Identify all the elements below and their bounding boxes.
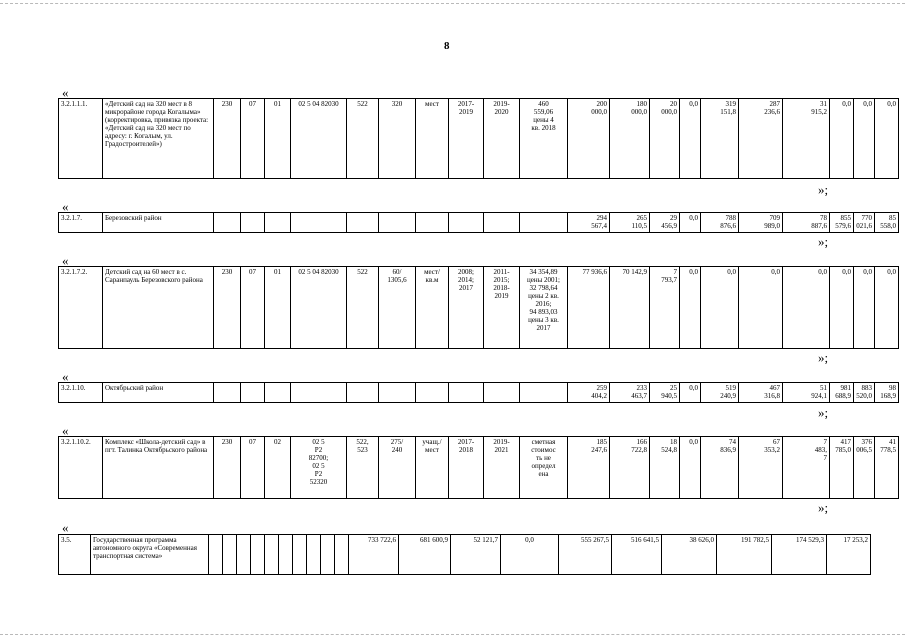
cell: 2017- 2019 [449,99,484,179]
row-name: «Детский сад на 320 мест в 8 микрорайоне города Когалыма» (корректировка, привязка проекта: «Детский сад на 320 мест по адресу: г. Когалым, ул. Градостроителей») [103,99,214,179]
cell: 681 600,9 [399,535,451,575]
cell: 17 253,2 [827,535,871,575]
cell: 07 [241,437,265,499]
cell: 60/ 1305,6 [379,267,416,349]
cell [449,213,484,233]
cell: 98 168,9 [875,383,899,403]
cell [223,535,237,575]
cell: 01 [265,99,291,179]
cell [265,213,291,233]
cell: 174 529,3 [772,535,827,575]
cell: 230 [214,437,241,499]
opening-quote: « [62,423,69,438]
cell [214,213,241,233]
cell: 02 5 P2 82700; 02 5 P2 52320 [291,437,347,499]
row-name: Детский сад на 60 мест в с. Саранпауль Березовского района [103,267,214,349]
closing-quote: »; [818,350,829,365]
cell: 34 354,89 цены 2001; 32 798,64 цены 2 кв. 2016; 94 893,03 цены 3 кв. 2017 [520,267,568,349]
cell: 200 000,0 [568,99,610,179]
cell: 0,0 [680,99,701,179]
cell [307,535,321,575]
cell: 522, 523 [347,437,379,499]
row-code: 3.2.1.1.1. [59,99,103,179]
cell: 20 000,0 [650,99,680,179]
opening-quote: « [62,85,69,100]
cell: 287 236,6 [739,99,783,179]
cell: 319 151,8 [701,99,739,179]
cell: 78 887,6 [783,213,830,233]
cell: мест [416,99,449,179]
table-row [59,437,899,499]
cell: 0,0 [875,267,899,349]
cell: 01 [265,267,291,349]
cell: 0,0 [830,267,854,349]
cell: 29 456,9 [650,213,680,233]
cell: 320 [379,99,416,179]
row-code: 3.2.1.7.2. [59,267,103,349]
cell: 52 121,7 [451,535,501,575]
cell: 230 [214,267,241,349]
cell: 07 [241,99,265,179]
cell [347,213,379,233]
table-row [59,99,899,179]
cell: 233 463,7 [610,383,650,403]
cell [241,213,265,233]
cell: 0,0 [739,267,783,349]
cell: 85 558,0 [875,213,899,233]
cell: 191 782,5 [717,535,772,575]
cell: 275/ 240 [379,437,416,499]
table-fragment-6 [58,534,871,575]
table-fragment-4 [58,382,899,403]
cell [416,213,449,233]
cell: 0,0 [680,437,701,499]
table-fragment-1 [58,98,899,179]
cell: 467 316,8 [739,383,783,403]
cell: 265 110,5 [610,213,650,233]
cell [347,383,379,403]
cell [241,383,265,403]
table-fragment-2 [58,212,899,233]
cell: 51 924,1 [783,383,830,403]
cell: 2017- 2018 [449,437,484,499]
cell: 07 [241,267,265,349]
cell: учащ./ мест [416,437,449,499]
cell: 555 267,5 [559,535,612,575]
cell: 70 142,9 [610,267,650,349]
closing-quote: »; [818,405,829,420]
cell [214,383,241,403]
cell: 02 5 04 82030 [291,99,347,179]
cell: 7 483, 7 [783,437,830,499]
cell: 38 626,0 [662,535,717,575]
cell [291,213,347,233]
closing-quote: »; [818,182,829,197]
table-row [59,535,871,575]
cell [321,535,335,575]
cell [484,383,520,403]
opening-quote: « [62,253,69,268]
row-code: 3.2.1.7. [59,213,103,233]
cell: 259 404,2 [568,383,610,403]
opening-quote: « [62,199,69,214]
cell [251,535,265,575]
cell [265,383,291,403]
table-row [59,383,899,403]
page-top-edge [0,3,905,4]
cell: 41 778,5 [875,437,899,499]
cell [416,383,449,403]
cell: 31 915,2 [783,99,830,179]
cell: 230 [214,99,241,179]
cell: 18 524,8 [650,437,680,499]
cell: 0,0 [680,267,701,349]
cell: 67 353,2 [739,437,783,499]
cell [291,383,347,403]
cell: сметная стоимос ть не определ ена [520,437,568,499]
cell [379,383,416,403]
table-fragment-5 [58,436,899,499]
row-name: Комплекс «Школа-детский сад» в пгт. Талинка Октябрьского района [103,437,214,499]
table-row [59,267,899,349]
cell: 0,0 [854,99,875,179]
cell: 0,0 [501,535,559,575]
cell: 981 688,9 [830,383,854,403]
cell: 0,0 [701,267,739,349]
cell: 0,0 [680,213,701,233]
row-name: Государственная программа автономного округа «Современная транспортная система» [91,535,209,575]
row-code: 3.5. [59,535,91,575]
row-name: Октябрьский район [103,383,214,403]
cell: 417 785,0 [830,437,854,499]
closing-quote: »; [818,234,829,249]
page-bottom-edge [0,634,905,635]
cell: 855 579,6 [830,213,854,233]
cell [449,383,484,403]
cell: мест/ кв.м [416,267,449,349]
opening-quote: « [62,369,69,384]
cell: 2011- 2015; 2018- 2019 [484,267,520,349]
cell: 0,0 [875,99,899,179]
cell: 180 000,0 [610,99,650,179]
cell: 522 [347,99,379,179]
cell: 294 567,4 [568,213,610,233]
cell: 2008; 2014; 2017 [449,267,484,349]
cell: 0,0 [854,267,875,349]
cell: 709 989,0 [739,213,783,233]
cell [484,213,520,233]
cell: 02 5 04 82030 [291,267,347,349]
cell [209,535,223,575]
cell: 522 [347,267,379,349]
cell: 25 940,5 [650,383,680,403]
page-number: 8 [444,40,450,52]
cell: 788 876,6 [701,213,739,233]
cell: 77 936,6 [568,267,610,349]
cell [379,213,416,233]
cell [293,535,307,575]
cell: 2019- 2020 [484,99,520,179]
cell: 516 641,5 [612,535,662,575]
table-row [59,213,899,233]
cell: 185 247,6 [568,437,610,499]
cell: 733 722,6 [349,535,399,575]
cell: 02 [265,437,291,499]
row-name: Березовский район [103,213,214,233]
cell [520,383,568,403]
cell: 0,0 [830,99,854,179]
cell [520,213,568,233]
cell [279,535,293,575]
opening-quote: « [62,520,69,535]
cell: 7 793,7 [650,267,680,349]
cell: 166 722,8 [610,437,650,499]
cell [335,535,349,575]
cell: 74 836,9 [701,437,739,499]
cell: 883 520,0 [854,383,875,403]
row-code: 3.2.1.10.2. [59,437,103,499]
row-code: 3.2.1.10. [59,383,103,403]
cell: 2019- 2021 [484,437,520,499]
cell: 376 006,5 [854,437,875,499]
closing-quote: »; [818,500,829,515]
cell [265,535,279,575]
cell: 460 559,06 цены 4 кв. 2018 [520,99,568,179]
cell [237,535,251,575]
cell: 0,0 [680,383,701,403]
table-fragment-3 [58,266,899,349]
cell: 0,0 [783,267,830,349]
cell: 519 240,9 [701,383,739,403]
cell: 770 021,6 [854,213,875,233]
